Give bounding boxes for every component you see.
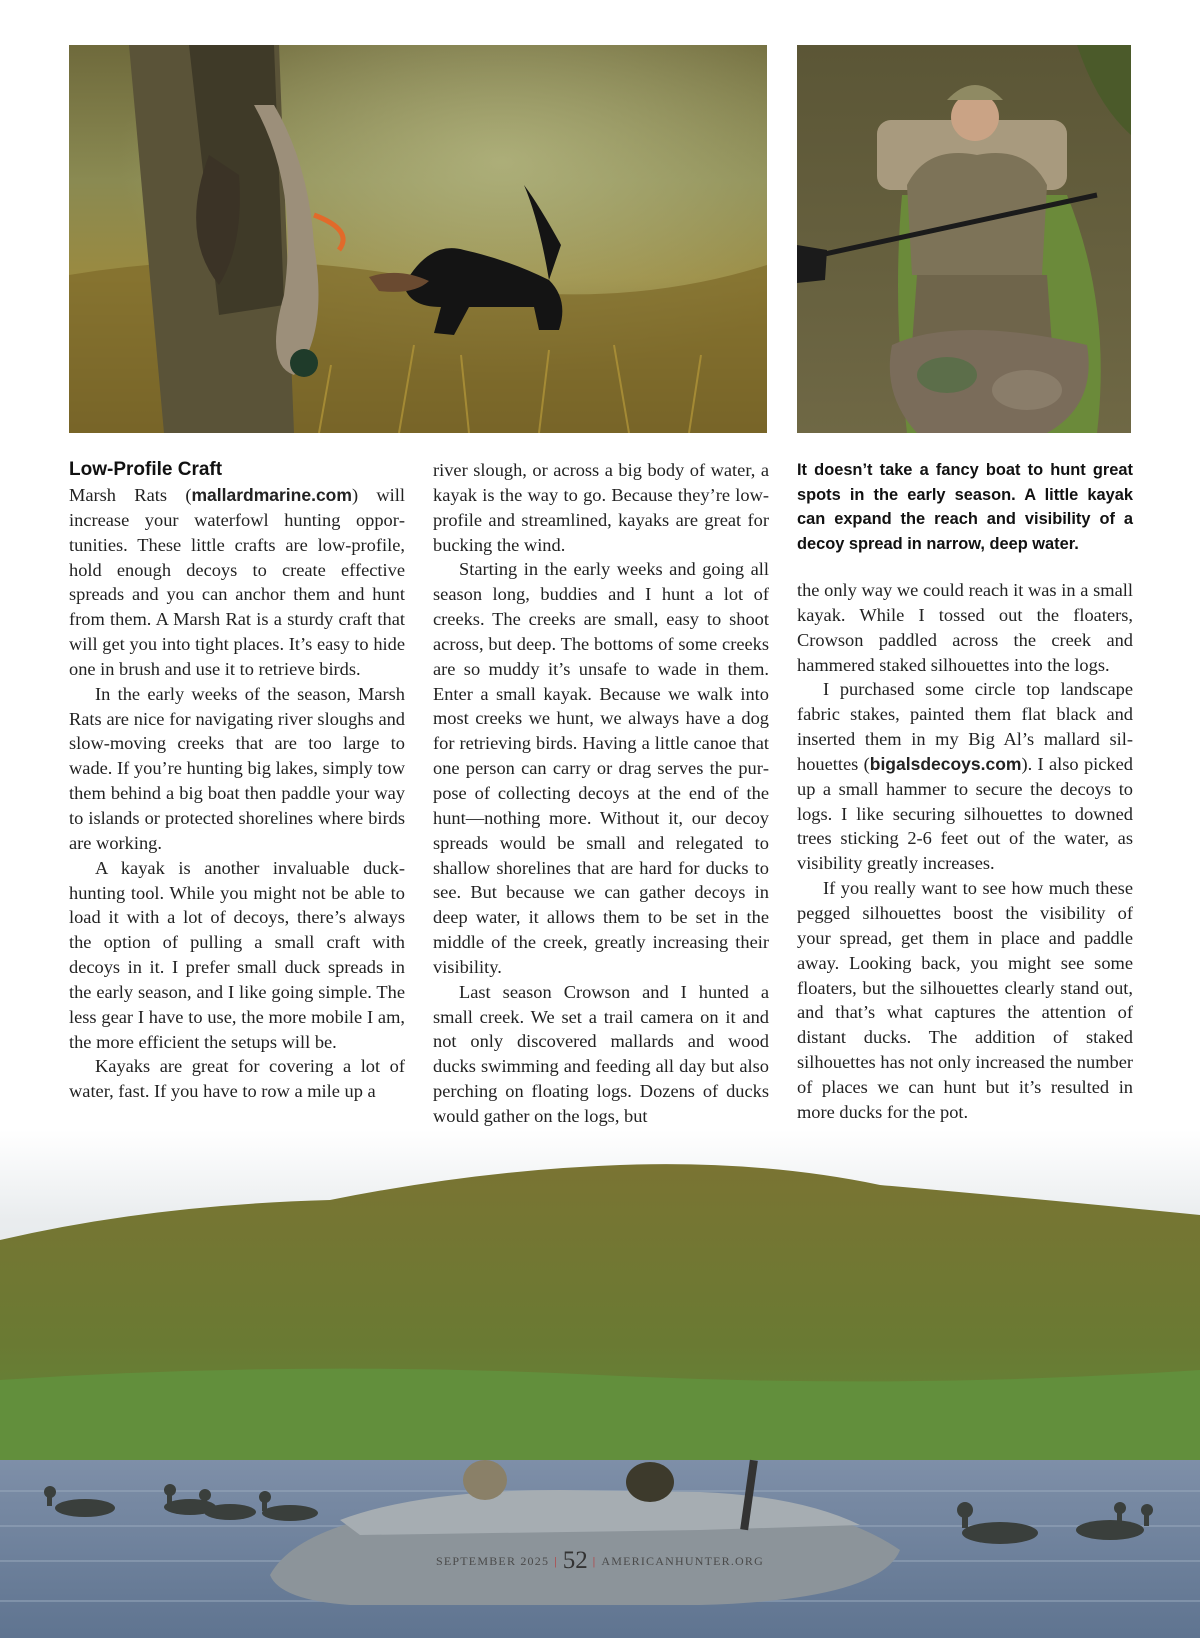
photo-hunter-in-kayak [797, 45, 1131, 433]
article-column-3 [797, 458, 1133, 1125]
paragraph: Starting in the early weeks and going all season long, buddies and I hunt a lot of creeks. The creeks are small, easy to shoot across, but deep. The bottoms of some creeks are so muddy it’s unsafe to wade in them. Enter a small kayak. Because we walk into most creeks we hunt, we always have a dog for retrieving birds. Having a little canoe that one person can carry or drag serves the purpose of collecting decoys at the end of the hunt—nothing more. Without it, our decoy spreads would be small and relegated to shallow shorelines that are hard for ducks to see. But because we can gather decoys in deep water, it allows them to be set in the middle of the creek, greatly increasing their visibility. [433, 559, 769, 977]
footer-separator: | [554, 1554, 558, 1568]
article-column-2 [433, 458, 769, 1129]
paragraph: If you really want to see how much these pegged silhouettes boost the visibility of your spread, get them in place and paddle away. Looking back, you might see some floaters, but the silhouettes clearly stand out, and that’s what captures the attention of distant ducks. The addition of staked silhouettes has not only increased the number of places we can hunt but it’s resulted in more ducks for the pot. [797, 878, 1133, 1122]
page-number: 52 [562, 1547, 588, 1574]
footer-separator: | [592, 1554, 597, 1568]
site-url[interactable]: AMERICANHUNTER.ORG [601, 1554, 764, 1568]
issue-date: SEPTEMBER 2025 [436, 1554, 550, 1568]
paragraph: In the early weeks of the season, Marsh Rats are nice for navigating river sloughs and slow-moving creeks that are too large to wade. If you’re hunting big lakes, simply tow them behind a big boat then paddle your way to islands or protected shorelines where birds are working. [69, 683, 405, 853]
page-footer [0, 1547, 1200, 1575]
link-bigalsdecoys[interactable]: bigalsdecoys.com [869, 753, 1022, 774]
paragraph [69, 483, 405, 682]
text-run: ). I also picked up a small hammer to secure the decoys to logs. I like securing silhouettes to downed trees sticking 2-6 feet out of the water, as visibility greatly increases. [797, 753, 1133, 874]
paragraph: Last season Crowson and I hunted a small creek. We set a trail camera on it and not only discovered mallards and wood ducks swimming and feeding all day but also perching on floating logs. Dozens of ducks would gather on the logs, but [433, 981, 769, 1126]
paragraph [797, 677, 1133, 876]
photo-caption: It doesn’t take a fancy boat to hunt great spots in the early season. A little kayak can expand the reach and visibility of a decoy spread in narrow, deep water. [797, 461, 1133, 553]
link-mallardmarine[interactable]: mallardmarine.com [191, 485, 352, 505]
photo-dog-retrieving-duck [69, 45, 767, 433]
paragraph: Kayaks are great for covering a lot of water, fast. If you have to row a mile up a [69, 1056, 405, 1102]
article-column-1 [69, 458, 405, 1104]
paragraph: the only way we could reach it was in a small kayak. While I tossed out the floaters, Crowson paddled across the creek and hammered staked silhouettes into the logs. [797, 580, 1133, 675]
section-heading: Low-Profile Craft [69, 459, 223, 480]
paragraph: A kayak is another invaluable duck-hunting tool. While you might not be able to load it with a lot of decoys, there’s always the option of pulling a small craft with decoys in it. I prefer small duck spreads in the early season, and I like going simple. The less gear I have to use, the more mobile I am, the more efficient the setups will be. [69, 857, 405, 1052]
text-run: ) will increase your waterfowl hunting opportunities. These little crafts are low-profile, hold enough decoys to create effective spreads and you can anchor them and hunt from them. A Marsh Rat is a sturdy craft that will get you into tight places. It’s easy to hide one in brush and use it to retrieve birds. [69, 485, 405, 679]
text-run: I purchased some circle top landscape fabric stakes, painted them flat black and inserted them in my Big Al’s mallard silhouettes ( [797, 679, 1133, 774]
text-run: Marsh Rats ( [69, 485, 192, 505]
paragraph: river slough, or across a big body of water, a kayak is the way to go. Because they’re low-profile and streamlined, kayaks are great for bucking the wind. [433, 460, 769, 555]
